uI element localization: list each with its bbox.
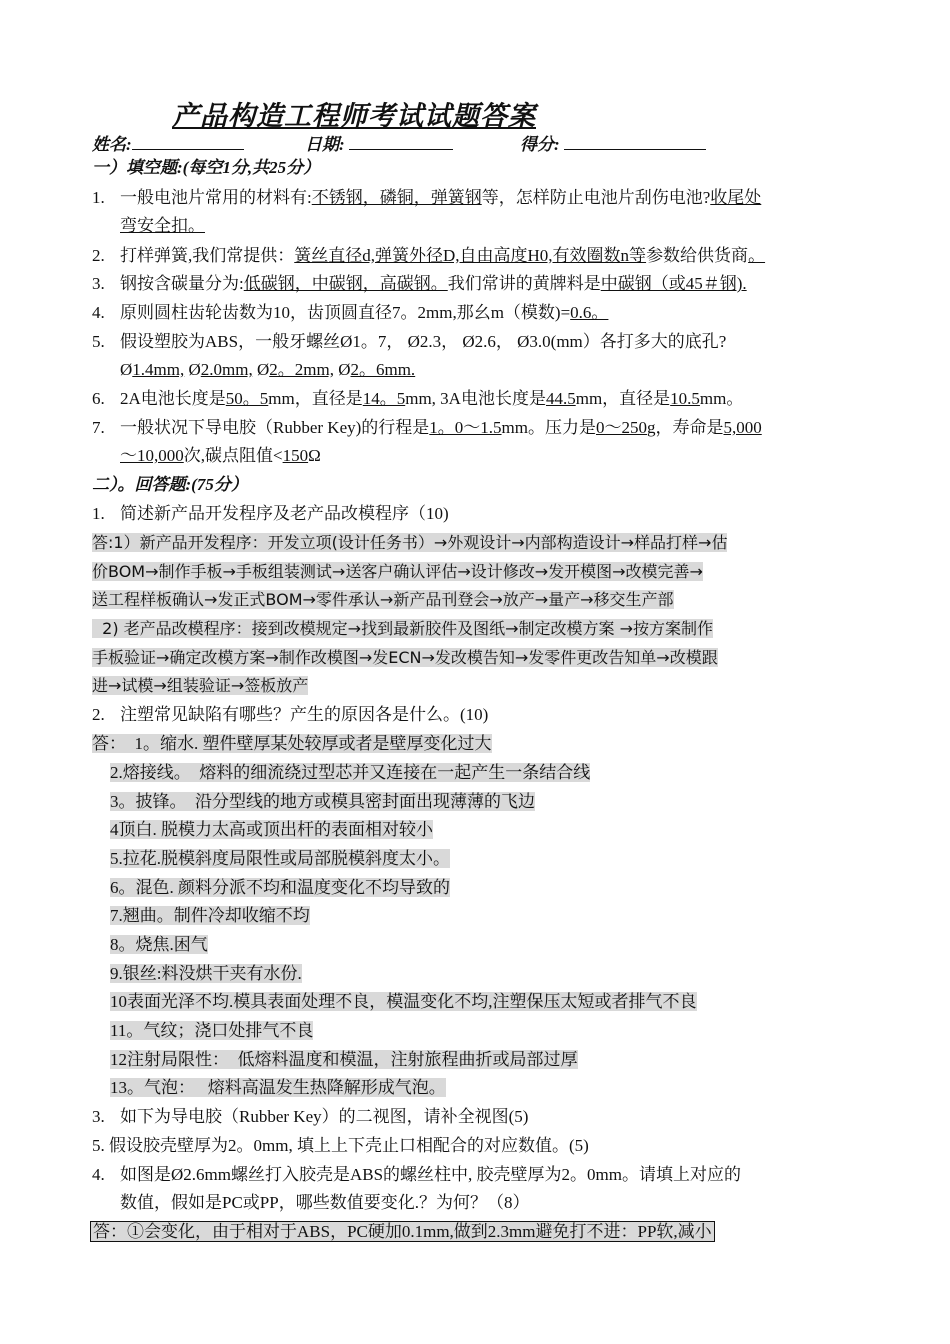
answer-2-line-2 <box>110 761 590 785</box>
answer-blank: 0～250 <box>595 418 647 437</box>
answer-text: 答：①会变化，由于相对于ABS，PC硬加0.1mm,做到2.3mm避免打不进：PP软,减小 <box>90 1221 715 1242</box>
question-text: 打样弹簧,我们常提供： <box>120 246 295 265</box>
question-text: 次,碳点阻值< <box>183 446 283 465</box>
question-2 <box>92 244 765 268</box>
date-field <box>305 130 453 155</box>
question-7 <box>92 416 762 440</box>
answer-blank: 低碳钢，中碳钢，高碳钢。 <box>243 274 448 293</box>
answer-2-line-4 <box>110 818 433 842</box>
answer-2-line-7 <box>110 904 310 928</box>
answer-text: 2.熔接线。 熔料的细流绕过型芯并又连接在一起产生一条结合线 <box>110 763 591 782</box>
question-text: 注塑常见缺陷有哪些？产生的原因各是什么。(10) <box>120 705 489 724</box>
score-field <box>520 130 706 155</box>
question-number: 6. <box>92 389 105 408</box>
question-text: 数值，假如是PC或PP，哪些数值要变化.？为何？（8） <box>120 1193 530 1212</box>
answer-blank: 2.0mm, <box>200 360 253 379</box>
answer-text: 5.拉花.脱模斜度局限性或局部脱模斜度太小。 <box>110 849 450 868</box>
answer-4-line-1 <box>90 1220 715 1244</box>
answer-1-line-2 <box>92 560 703 584</box>
answer-2-line-9 <box>110 962 302 986</box>
answer-text: 答： 1。缩水. 塑件壁厚某处较厚或者是壁厚变化过大 <box>92 734 492 753</box>
section1-heading: 一）填空题:(每空1分,共25分） <box>92 158 321 177</box>
diameter-symbol: Ø <box>184 360 201 379</box>
question-text: mm, 3A电池长度是 <box>405 389 546 408</box>
question-7-cont <box>120 444 321 468</box>
answer-blank: 0.6。 <box>570 303 609 322</box>
answer-1-line-5 <box>92 646 718 670</box>
question-3 <box>92 272 747 296</box>
section2-heading: 二）。回答题:(75分） <box>92 475 248 494</box>
question-4 <box>92 301 608 325</box>
date-label: 日期: <box>305 135 345 154</box>
answer-blank: 1.4mm, <box>132 360 185 379</box>
question-5 <box>92 330 726 354</box>
question-1-cont <box>120 214 205 238</box>
answer-2-line-10 <box>110 990 697 1014</box>
answer-2-line-11 <box>110 1019 313 1043</box>
question-text: 原则圆柱齿轮齿数为10，齿顶圆直径7。2mm,那幺m（模数)= <box>120 303 571 322</box>
answer-2-line-5 <box>110 847 450 871</box>
answer-blank: 2。6mm. <box>350 360 416 379</box>
question-number: 4. <box>92 1165 105 1184</box>
question-text: mm。压力是 <box>501 418 596 437</box>
answer-blank: ～10,000 <box>120 446 184 465</box>
answer-text: 送工程样板确认→发正式BOM→零件承认→新产品刊登会→放产→量产→移交生产部 <box>92 590 674 609</box>
document-title: 产品构造工程师考试试题答案 <box>172 101 536 131</box>
question-text: 等，怎样防止电池片刮伤电池? <box>481 188 711 207</box>
answer-blank: 中碳钢（或45＃钢). <box>600 274 747 293</box>
answer-2-line-8 <box>110 933 208 957</box>
answer-blank: 44.5 <box>545 389 576 408</box>
answer-blank: 1。0～1.5 <box>429 418 502 437</box>
answer-blank: 14。5 <box>362 389 406 408</box>
answer-text: 9.银丝:料没烘干夹有水份. <box>110 964 302 983</box>
answer-text: 价BOM→制作手板→手板组装测试→送客户确认评估→设计修改→发开模图→改模完善→ <box>92 562 703 581</box>
question-2-3 <box>92 1105 528 1129</box>
question-number: 7. <box>92 418 105 437</box>
answer-2-line-3 <box>110 790 535 814</box>
question-2-4-cont <box>120 1191 529 1215</box>
date-blank <box>349 133 453 150</box>
answer-text: 4顶白. 脱模力太高或顶出杆的表面相对较小 <box>110 820 433 839</box>
answer-text: 8。烧焦.困气 <box>110 935 208 954</box>
question-6 <box>92 387 743 411</box>
answer-1-line-6 <box>92 674 308 698</box>
answer-text: 答:1）新产品开发程序：开发立项(设计任务书）→外观设计→内部构造设计→样品打样→估 <box>92 533 728 552</box>
answer-blank: 5,000 <box>723 418 762 437</box>
question-text: mm，直径是 <box>575 389 671 408</box>
answer-blank: 150 <box>282 446 309 465</box>
question-number: 1. <box>92 504 105 523</box>
answer-text: 6。混色. 颜料分派不均和温度变化不均导致的 <box>110 878 450 897</box>
question-number: 3. <box>92 274 105 293</box>
answer-text: 13。气泡： 熔料高温发生热降解形成气泡。 <box>110 1078 446 1097</box>
name-blank <box>132 133 244 150</box>
question-text: mm。 <box>699 389 744 408</box>
question-2-1 <box>92 502 449 526</box>
question-number: 2. <box>92 705 105 724</box>
question-text: 钢按含碳量分为: <box>120 274 244 293</box>
answer-1-line-3 <box>92 588 674 612</box>
answer-blank: 。 <box>748 246 766 265</box>
question-number: 3. <box>92 1107 105 1126</box>
answer-2-line-12 <box>110 1048 578 1072</box>
diameter-symbol: Ø <box>333 360 351 379</box>
answer-text: 手板验证→确定改模方案→制作改模图→发ECN→发改模告知→发零件更改告知单→改模跟 <box>92 648 718 667</box>
question-1 <box>92 186 761 210</box>
diameter-symbol: Ø <box>252 360 270 379</box>
question-2-2 <box>92 703 488 727</box>
question-text: 5. 假设胶壳壁厚为2。0mm, 填上上下壳止口相配合的对应数值。(5) <box>92 1136 589 1155</box>
question-text: 一般电池片常用的材料有: <box>120 188 312 207</box>
name-label: 姓名: <box>92 135 132 154</box>
question-5-answers <box>120 358 415 382</box>
question-2-4 <box>92 1163 741 1187</box>
question-text: mm，直径是 <box>268 389 363 408</box>
score-blank <box>564 133 706 150</box>
diameter-symbol: Ø <box>120 360 133 379</box>
answer-2-line-6 <box>110 876 450 900</box>
question-text: g，寿命是 <box>646 418 724 437</box>
question-text: 一般状况下导电胶（Rubber Key)的行程是 <box>120 418 430 437</box>
answer-blank: 50。5 <box>225 389 269 408</box>
question-2-5 <box>92 1134 589 1158</box>
question-text: 2A电池长度是 <box>120 389 226 408</box>
name-field <box>92 130 244 155</box>
question-text: 假设塑胶为ABS，一般牙螺丝Ø1。7， Ø2.3， Ø2.6， Ø3.0(mm）各打多大的底孔? <box>120 332 727 351</box>
question-number: 5. <box>92 332 105 351</box>
answer-text: 3。披锋。 沿分型线的地方或模具密封面出现薄薄的飞边 <box>110 792 535 811</box>
answer-blank: 收尾处 <box>710 188 762 207</box>
question-text: Ω <box>308 446 321 465</box>
question-text: 参数给供货商 <box>646 246 749 265</box>
question-text: 简述新产品开发程序及老产品改模程序（10) <box>120 504 449 523</box>
answer-blank: 10.5 <box>670 389 700 408</box>
answer-blank: 不锈钢，磷铜，弹簧钢 <box>311 188 482 207</box>
question-number: 2. <box>92 246 105 265</box>
question-text: 我们常讲的黄牌料是 <box>447 274 601 293</box>
answer-text: 11。气纹；浇口处排气不良 <box>110 1021 314 1040</box>
answer-text: 进→试模→组装验证→签板放产 <box>92 676 309 695</box>
question-number: 1. <box>92 188 105 207</box>
answer-2-line-13 <box>110 1076 446 1100</box>
question-text: 如下为导电胶（Rubber Key）的二视图，请补全视图(5) <box>120 1107 529 1126</box>
answer-text: 10表面光泽不均.模具表面处理不良，模温变化不均,注塑保压太短或者排气不良 <box>110 992 697 1011</box>
answer-text: 2) 老产品改模程序：接到改模规定→找到最新胶件及图纸→制定改模方案 →按方案制作 <box>92 619 713 638</box>
score-label: 得分: <box>520 135 560 154</box>
question-text: 如图是Ø2.6mm螺丝打入胶壳是ABS的螺丝柱中, 胶壳壁厚为2。0mm。请填上对应的 <box>120 1165 741 1184</box>
answer-blank: 弯安全扣。 <box>120 216 205 235</box>
answer-text: 7.翘曲。制件冷却收缩不均 <box>110 906 310 925</box>
answer-2-line-1 <box>92 732 492 756</box>
question-number: 4. <box>92 303 105 322</box>
answer-blank: 2。2mm, <box>269 360 334 379</box>
answer-1-line-4 <box>92 617 713 641</box>
answer-blank: 簧丝直径d,弹簧外径D,自由高度H0,有效圈数n等 <box>294 246 647 265</box>
answer-1-line-1 <box>92 531 727 555</box>
answer-text: 12注射局限性： 低熔料温度和模温，注射旅程曲折或局部过厚 <box>110 1050 578 1069</box>
